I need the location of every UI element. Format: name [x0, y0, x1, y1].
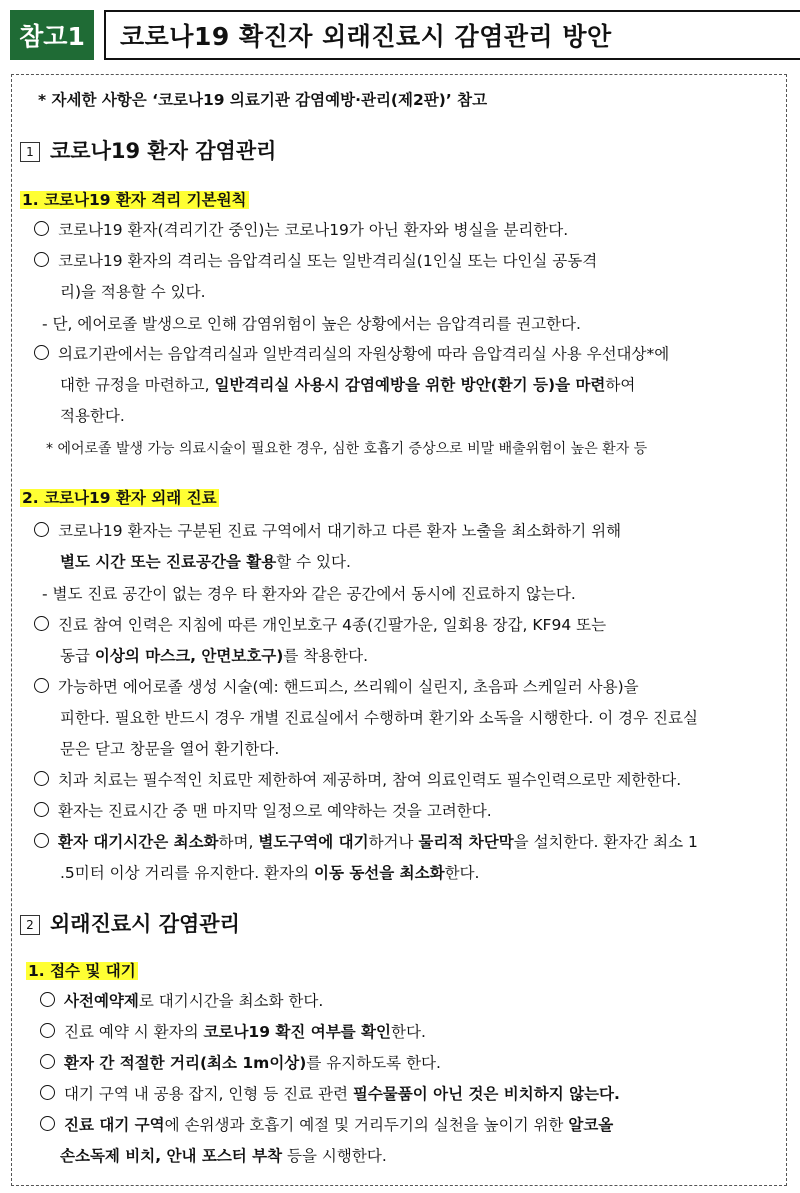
list-item-continuation	[60, 645, 368, 667]
list-item-line	[46, 438, 647, 460]
bullet-circle-icon	[34, 678, 49, 693]
list-item-line	[34, 769, 681, 791]
bullet-circle-icon	[40, 1116, 55, 1131]
reference-badge: 참고1	[10, 10, 94, 60]
list-item-line	[42, 313, 581, 335]
list-item-line	[34, 219, 568, 241]
text-segment: 진료 예약 시 환자의	[64, 1023, 204, 1041]
list-item-continuation	[60, 405, 125, 427]
bold-text: 별도 시간 또는 진료공간을 활용	[60, 553, 277, 571]
bold-text: 이상의 마스크, 안면보호구)	[94, 647, 284, 665]
header	[10, 10, 789, 60]
text-segment: 을 설치한다. 환자간 최소 1	[513, 833, 698, 851]
bullet-circle-icon	[34, 221, 49, 236]
list-item-line	[34, 250, 597, 272]
list-item-line	[40, 1083, 620, 1105]
list-item-line	[34, 800, 492, 822]
list-item-line	[40, 1114, 613, 1136]
text-segment: 에 손위생과 호흡기 예절 및 거리두기의 실천을 높이기 위한	[164, 1116, 569, 1134]
text-segment: 등을 시행한다.	[282, 1147, 387, 1165]
list-item-line	[40, 1021, 426, 1043]
list-item-line	[34, 831, 698, 853]
list-item-continuation	[60, 281, 206, 303]
text-segment: 환자는 진료시간 중 맨 마지막 일정으로 예약하는 것을 고려한다.	[58, 802, 492, 820]
list-item-continuation	[60, 374, 635, 396]
reference-note: * 자세한 사항은 ‘코로나19 의료기관 감염예방·관리(제2판)’ 참고	[38, 91, 488, 109]
section-title-text: 코로나19 환자 감염관리	[50, 139, 277, 163]
bullet-circle-icon	[40, 992, 55, 1007]
bold-text: 필수물품이 아닌 것은 비치하지 않는다.	[352, 1085, 620, 1103]
list-item-continuation	[60, 738, 279, 760]
list-item-continuation	[60, 551, 351, 573]
bullet-circle-icon	[34, 616, 49, 631]
text-segment: 하여	[605, 376, 636, 394]
list-item-line	[34, 343, 669, 365]
text-segment: 진료 참여 인력은 지침에 따른 개인보호구 4종(긴팔가운, 일회용 장갑, KF94 또는	[58, 616, 607, 634]
bullet-circle-icon	[40, 1085, 55, 1100]
bullet-circle-icon	[34, 771, 49, 786]
bullet-circle-icon	[34, 252, 49, 267]
section-title-1	[20, 140, 276, 162]
list-item-line	[34, 614, 606, 636]
list-item-line	[40, 990, 323, 1012]
text-segment: 코로나19 환자(격리기간 중인)는 코로나19가 아닌 환자와 병실을 분리한다.	[58, 221, 569, 239]
list-item-continuation	[60, 862, 479, 884]
list-item-line	[42, 583, 576, 605]
bold-text: 별도구역에 대기	[258, 833, 369, 851]
text-segment: 대한 규정을 마련하고,	[60, 376, 215, 394]
bold-text: 환자 대기시간은 최소화	[58, 833, 219, 851]
text-segment: 한다.	[391, 1023, 426, 1041]
bullet-circle-icon	[40, 1054, 55, 1069]
bold-text: 손소독제 비치, 안내 포스터 부착	[60, 1147, 283, 1165]
text-segment: 적용한다.	[60, 407, 125, 425]
content-box	[11, 74, 787, 1186]
text-segment: 할 수 있다.	[276, 553, 351, 571]
section-title-text: 외래진료시 감염관리	[50, 912, 240, 936]
bold-text: 코로나19 확진 여부를 확인	[203, 1023, 391, 1041]
text-segment: - 별도 진료 공간이 없는 경우 타 환자와 같은 공간에서 동시에 진료하지 않는다.	[42, 585, 576, 603]
bullet-circle-icon	[34, 802, 49, 817]
text-segment: 를 유지하도록 한다.	[306, 1054, 441, 1072]
text-segment: 코로나19 환자는 구분된 진료 구역에서 대기하고 다른 환자 노출을 최소화하기 위해	[58, 522, 622, 540]
text-segment: - 단, 에어로졸 발생으로 인해 감염위험이 높은 상황에서는 음압격리를 권고한다.	[42, 315, 581, 333]
bold-text: 진료 대기 구역	[64, 1116, 165, 1134]
list-item-continuation	[60, 1145, 387, 1167]
text-segment: 하거나	[368, 833, 419, 851]
highlighted-heading: 1. 접수 및 대기	[28, 962, 136, 980]
bold-text: 물리적 차단막	[418, 833, 514, 851]
bold-text: 사전예약제	[64, 992, 139, 1010]
subsection-heading	[20, 189, 249, 211]
section-number-box: 1	[20, 142, 40, 162]
text-segment: 동급	[60, 647, 95, 665]
list-item-line	[34, 520, 621, 542]
subsection-heading	[26, 960, 138, 982]
bold-text: 알코올	[568, 1116, 614, 1134]
list-item-line	[34, 676, 639, 698]
bullet-circle-icon	[34, 522, 49, 537]
text-segment: * 에어로졸 발생 가능 의료시술이 필요한 경우, 심한 호흡기 증상으로 비말 배출위험이 높은 환자 등	[46, 441, 648, 457]
text-segment: 치과 치료는 필수적인 치료만 제한하여 제공하며, 참여 의료인력도 필수인력으로만 제한한다.	[58, 771, 682, 789]
text-segment: 로 대기시간을 최소화 한다.	[138, 992, 324, 1010]
bold-text: 일반격리실 사용시 감염예방을 위한 방안(환기 등)을 마련	[214, 376, 606, 394]
subsection-heading	[20, 487, 219, 509]
text-segment: 하며,	[218, 833, 259, 851]
highlighted-heading: 2. 코로나19 환자 외래 진료	[22, 489, 217, 507]
title-box	[104, 10, 800, 60]
text-segment: .5미터 이상 거리를 유지한다. 환자의	[60, 864, 314, 882]
list-item-continuation	[60, 707, 698, 729]
section-number-box: 2	[20, 915, 40, 935]
text-segment: 한다.	[444, 864, 480, 882]
section-title-2	[20, 913, 240, 935]
text-segment: 문은 닫고 창문을 열어 환기한다.	[60, 740, 280, 758]
text-segment: 리)을 적용할 수 있다.	[60, 283, 206, 301]
text-segment: 를 착용한다.	[283, 647, 369, 665]
text-segment: 코로나19 환자의 격리는 음압격리실 또는 일반격리실(1인실 또는 다인실 공동격	[58, 252, 598, 270]
bold-text: 이동 동선을 최소화	[313, 864, 445, 882]
bullet-circle-icon	[40, 1023, 55, 1038]
bold-text: 환자 간 적절한 거리(최소 1m이상)	[64, 1054, 307, 1072]
page-title: 코로나19 확진자 외래진료시 감염관리 방안	[120, 22, 612, 51]
list-item-line	[40, 1052, 441, 1074]
text-segment: 피한다. 필요한 반드시 경우 개별 진료실에서 수행하며 환기와 소독을 시행한다. 이 경우 진료실	[60, 709, 698, 727]
bullet-circle-icon	[34, 345, 49, 360]
text-segment: 대기 구역 내 공용 잡지, 인형 등 진료 관련	[64, 1085, 353, 1103]
text-segment: 가능하면 에어로졸 생성 시술(예: 핸드피스, 쓰리웨이 실린지, 초음파 스케일러 사용)을	[58, 678, 639, 696]
text-segment: 의료기관에서는 음압격리실과 일반격리실의 자원상황에 따라 음압격리실 사용 우선대상*에	[58, 345, 670, 363]
highlighted-heading: 1. 코로나19 환자 격리 기본원칙	[22, 191, 247, 209]
bullet-circle-icon	[34, 833, 49, 848]
